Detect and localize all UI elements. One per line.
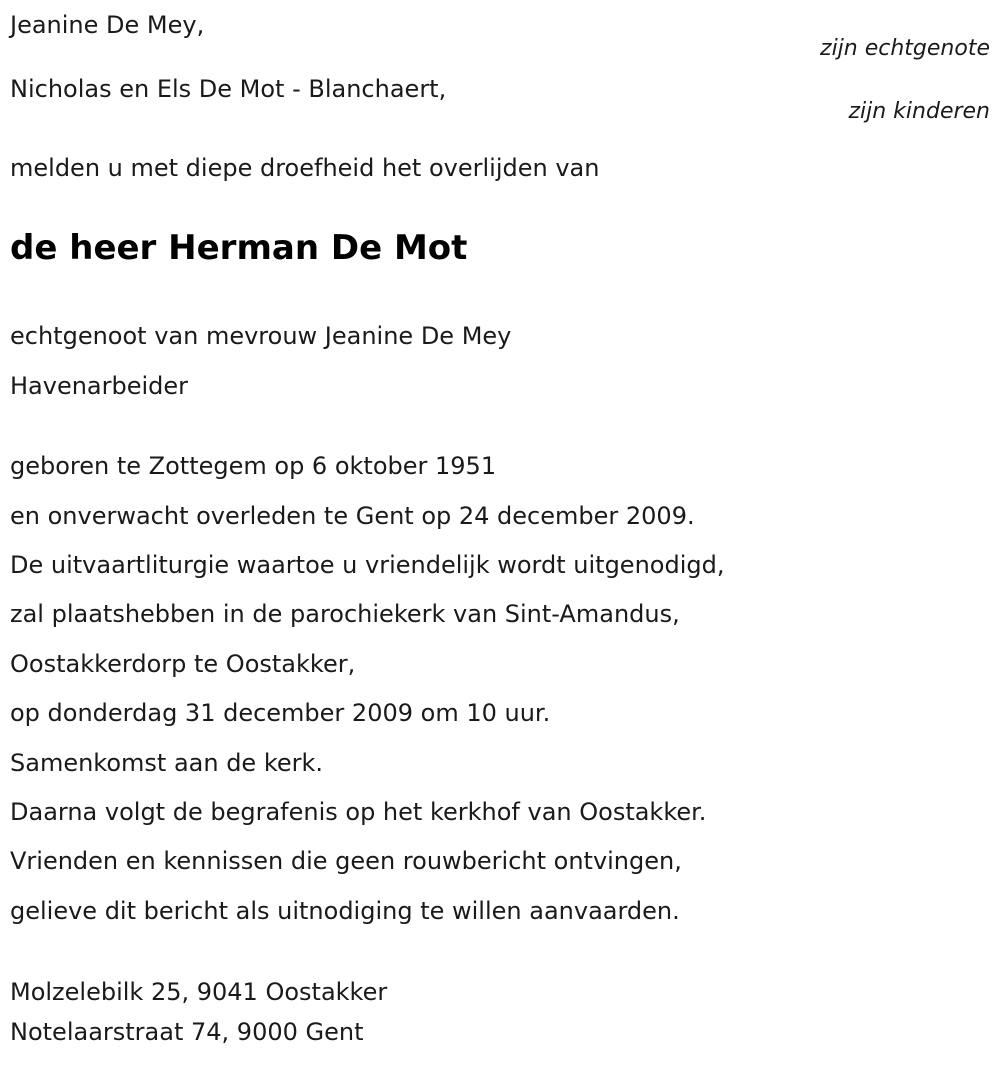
detail-line-gathering: Samenkomst aan de kerk. [10, 749, 324, 777]
spouse-role: zijn echtgenote [820, 36, 990, 61]
detail-line-date: op donderdag 31 december 2009 om 10 uur. [10, 699, 551, 727]
detail-line-friends: Vrienden en kennissen die geen rouwbericht ontvingen, [10, 847, 682, 875]
detail-line-invitation: De uitvaartliturgie waartoe u vriendelijk wordt uitgenodigd, [10, 551, 725, 579]
announcement-text: melden u met diepe droefheid het overlijden van [10, 154, 600, 182]
detail-line-location: Oostakkerdorp te Oostakker, [10, 650, 356, 678]
children-role: zijn kinderen [848, 99, 990, 124]
detail-line-death: en onverwacht overleden te Gent op 24 december 2009. [10, 502, 695, 530]
address-line-2: Notelaarstraat 74, 9000 Gent [10, 1018, 364, 1046]
detail-line-birth: geboren te Zottegem op 6 oktober 1951 [10, 452, 497, 480]
spouse-name: Jeanine De Mey, [10, 11, 205, 39]
deceased-occupation: Havenarbeider [10, 372, 189, 400]
detail-line-church: zal plaatshebben in de parochiekerk van Sint-Amandus, [10, 600, 680, 628]
address-line-1: Molzelebilk 25, 9041 Oostakker [10, 978, 388, 1006]
children-names: Nicholas en Els De Mot - Blanchaert, [10, 75, 447, 103]
detail-line-burial: Daarna volgt de begrafenis op het kerkhof van Oostakker. [10, 798, 707, 826]
deceased-relation: echtgenoot van mevrouw Jeanine De Mey [10, 322, 512, 350]
deceased-name: de heer Herman De Mot [10, 228, 468, 268]
detail-line-request: gelieve dit bericht als uitnodiging te willen aanvaarden. [10, 897, 680, 925]
